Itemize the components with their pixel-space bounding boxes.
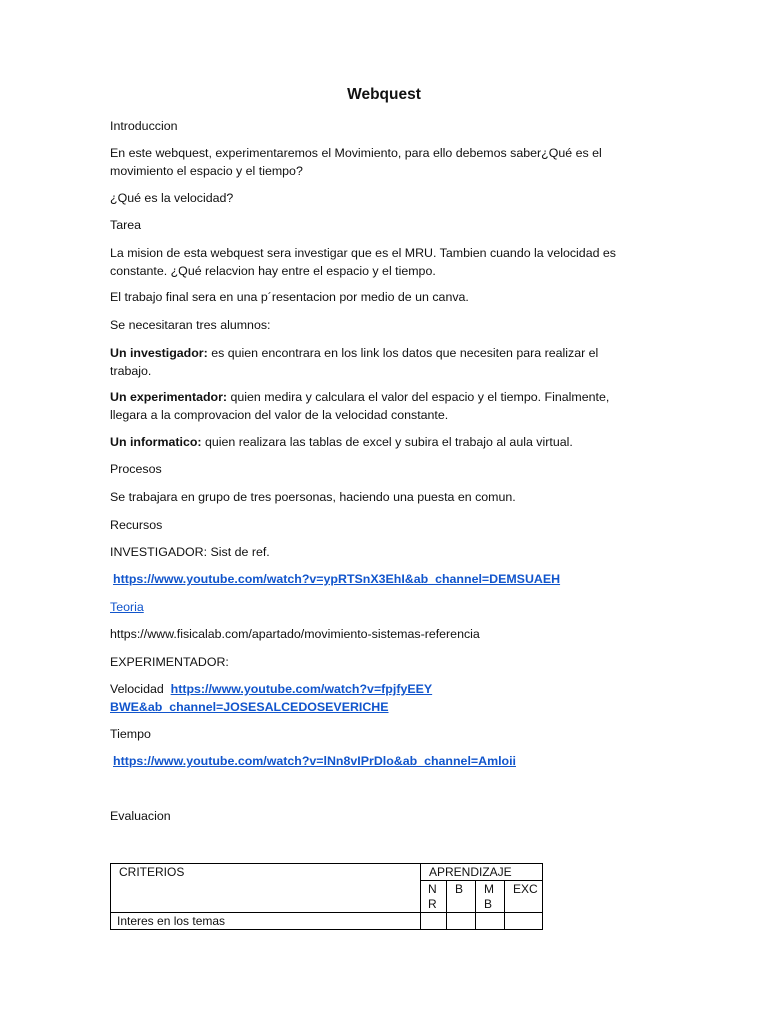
- criterios-header: CRITERIOS: [111, 864, 421, 913]
- table-row: [111, 913, 543, 930]
- fisicalab-url: https://www.fisicalab.com/apartado/movimiento-sistemas-referencia: [110, 627, 480, 641]
- tiempo-link-line: [113, 753, 643, 771]
- aprendizaje-header: APRENDIZAJE: [421, 864, 543, 881]
- col-mb: M B: [476, 881, 505, 913]
- informatico-label: Un informatico:: [110, 435, 202, 449]
- experimentador-text: quien medira y calculara el valor del espacio y el tiempo. Finalmente, llegara a la comprovacion del valor de la velocidad constante.: [110, 390, 610, 422]
- row1-b-cell: [447, 913, 476, 930]
- experimentador-heading: EXPERIMENTADOR:: [110, 655, 229, 669]
- velocidad-paragraph: [110, 681, 440, 716]
- experimentador-label: Un experimentador:: [110, 390, 228, 404]
- procesos-heading: Procesos: [110, 462, 162, 476]
- teoria-line: [110, 599, 640, 617]
- velocity-question: ¿Qué es la velocidad?: [110, 191, 234, 205]
- alumnos-paragraph: Se necesitaran tres alumnos:: [110, 318, 271, 332]
- informatico-paragraph: [110, 434, 640, 452]
- intro-paragraph: En este webquest, experimentaremos el Movimiento, para ello debemos saber¿Qué es el movimiento el espacio y el tiempo?: [110, 146, 602, 178]
- row1-nr-cell: [421, 913, 447, 930]
- row1-exc-cell: [505, 913, 543, 930]
- investigador-ref: INVESTIGADOR: Sist de ref.: [110, 545, 270, 559]
- tarea-heading: Tarea: [110, 218, 141, 232]
- informatico-text: quien realizara las tablas de excel y subira el trabajo al aula virtual.: [201, 435, 573, 449]
- evaluation-table: [110, 863, 543, 930]
- recursos-heading: Recursos: [110, 518, 163, 532]
- investigador-label: Un investigador:: [110, 346, 208, 360]
- col-nr: N R: [421, 881, 447, 913]
- row1-label: Interes en los temas: [111, 913, 421, 930]
- col-b: B: [447, 881, 476, 913]
- velocidad-video-link[interactable]: https://www.youtube.com/watch?v=fpjfyEEYBWE&ab_channel=JOSESALCEDOSEVERICHE: [110, 682, 433, 714]
- table-header-row: [111, 864, 543, 881]
- trabajo-final-paragraph: El trabajo final sera en una p´resentacion por medio de un canva.: [110, 290, 469, 304]
- procesos-paragraph: Se trabajara en grupo de tres poersonas, haciendo una puesta en comun.: [110, 490, 516, 504]
- evaluacion-heading: Evaluacion: [110, 809, 171, 823]
- teoria-link[interactable]: Teoria: [110, 600, 144, 614]
- col-exc: EXC: [505, 881, 543, 913]
- investigador-link-line: [113, 571, 643, 589]
- experimentador-paragraph: [110, 389, 640, 424]
- tiempo-video-link[interactable]: https://www.youtube.com/watch?v=lNn8vIPrDlo&ab_channel=Amloii: [113, 754, 516, 768]
- investigador-video-link[interactable]: https://www.youtube.com/watch?v=ypRTSnX3EhI&ab_channel=DEMSUAEH: [113, 572, 561, 586]
- introduccion-heading: Introduccion: [110, 119, 178, 133]
- investigador-text: es quien encontrara en los link los datos que necesiten para realizar el trabajo.: [110, 346, 599, 378]
- row1-mb-cell: [476, 913, 505, 930]
- velocidad-label: Velocidad: [110, 682, 164, 696]
- tarea-paragraph: La mision de esta webquest sera investigar que es el MRU. Tambien cuando la velocidad es constante. ¿Qué relacvion hay entre el espacio y el tiempo.: [110, 246, 617, 278]
- investigador-paragraph: [110, 345, 640, 380]
- page-title: Webquest: [347, 86, 421, 103]
- tiempo-heading: Tiempo: [110, 727, 151, 741]
